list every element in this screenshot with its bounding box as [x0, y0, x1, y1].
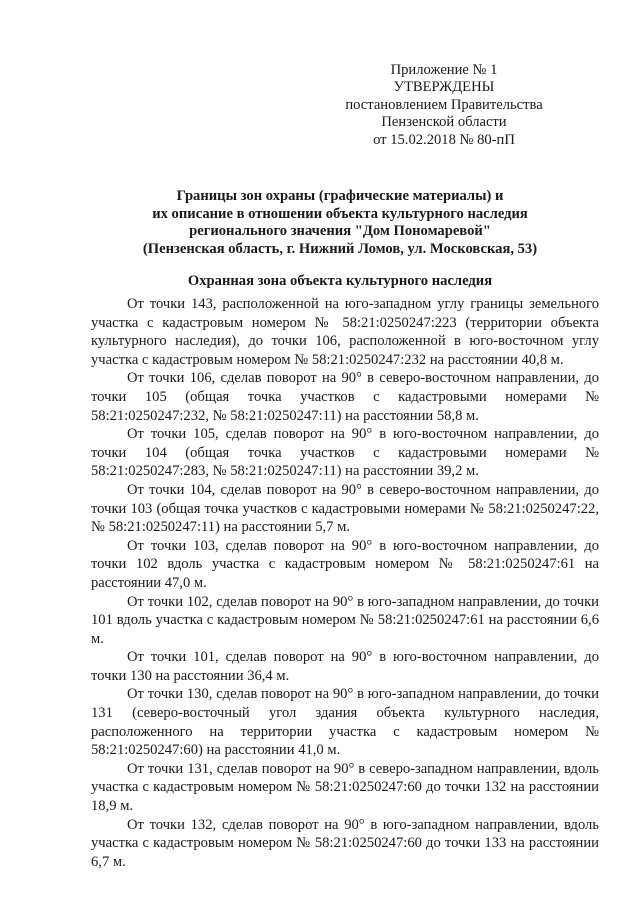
boundary-paragraph: От точки 132, сделав поворот на 90° в юго-западном направлении, вдоль участка с кадастровым номером № 58:21:0250247:60 до точки 133 на расстоянии 6,7 м. [91, 816, 599, 870]
boundary-paragraph: От точки 105, сделав поворот на 90° в юго-восточном направлении, до точки 104 (общая точка участков с кадастровыми номерами № 58:21:0250247:283, № 58:21:0250247:11) на расстоянии 39,2 м. [91, 426, 599, 480]
approval-region: Пензенской области [381, 114, 507, 131]
approval-block [325, 62, 563, 149]
approval-date-number: от 15.02.2018 № 80-пП [373, 131, 515, 148]
boundary-paragraph: От точки 130, сделав поворот на 90° в юго-западном направлении, до точки 131 (северо-восточный угол здания объекта культурного наследия, расположенного на территории участка с кадастровым номером № 58:21:0250247:60) на расстоянии 41,0 м. [91, 686, 599, 759]
appendix-number: Приложение № 1 [390, 62, 498, 78]
section-heading: Охранная зона объекта культурного наследия [187, 273, 493, 289]
boundary-paragraph: От точки 102, сделав поворот на 90° в юго-западном направлении, до точки 101 вдоль участка с кадастровым номером № 58:21:0250247:61 на расстоянии 6,6 м. [91, 593, 599, 647]
approved-label: УТВЕРЖДЕНЫ [393, 79, 495, 96]
boundary-paragraph: От точки 143, расположенной на юго-западном углу границы земельного участка с кадастровым номером № 58:21:0250247:223 (территории объекта культурного наследия), до точки 106, расположенной в юго-восточном углу участка с кадастровым номером № 58:21:0250247:232 на расстоянии 40,8 м. [91, 296, 599, 368]
boundary-paragraph: От точки 104, сделав поворот на 90° в северо-восточном направлении, до точки 103 (общая точка участков с кадастровыми номерами № 58:21:0250247:22, № 58:21:0250247:11) на расстоянии 5,7 м. [91, 481, 599, 536]
boundary-paragraph: От точки 131, сделав поворот на 90° в северо-западном направлении, вдоль участка с кадастровым номером № 58:21:0250247:60 до точки 132 на расстоянии 18,9 м. [91, 760, 599, 815]
title-line: (Пензенская область, г. Нижний Ломов, ул. Московская, 53) [142, 240, 538, 257]
document-body [91, 295, 599, 871]
title-line: Границы зон охраны (графические материалы) и [176, 188, 504, 204]
boundary-paragraph: От точки 103, сделав поворот на 90° в юго-восточном направлении, до точки 102 вдоль участка с кадастровым номером № 58:21:0250247:61 на расстоянии 47,0 м. [91, 537, 599, 591]
boundary-paragraph: От точки 106, сделав поворот на 90° в северо-восточном направлении, до точки 105 (общая точка участков с кадастровыми номерами № 58:21:0250247:232, № 58:21:0250247:11) на расстоянии 58,8 м. [91, 370, 599, 424]
document-title [80, 188, 600, 258]
approval-authority: постановлением Правительства [345, 96, 543, 113]
boundary-paragraph: От точки 101, сделав поворот на 90° в юго-восточном направлении, до точки 130 на расстоянии 36,4 м. [91, 649, 599, 684]
title-line: регионального значения "Дом Пономаревой" [189, 223, 491, 240]
title-line: их описание в отношении объекта культурного наследия [152, 205, 528, 222]
